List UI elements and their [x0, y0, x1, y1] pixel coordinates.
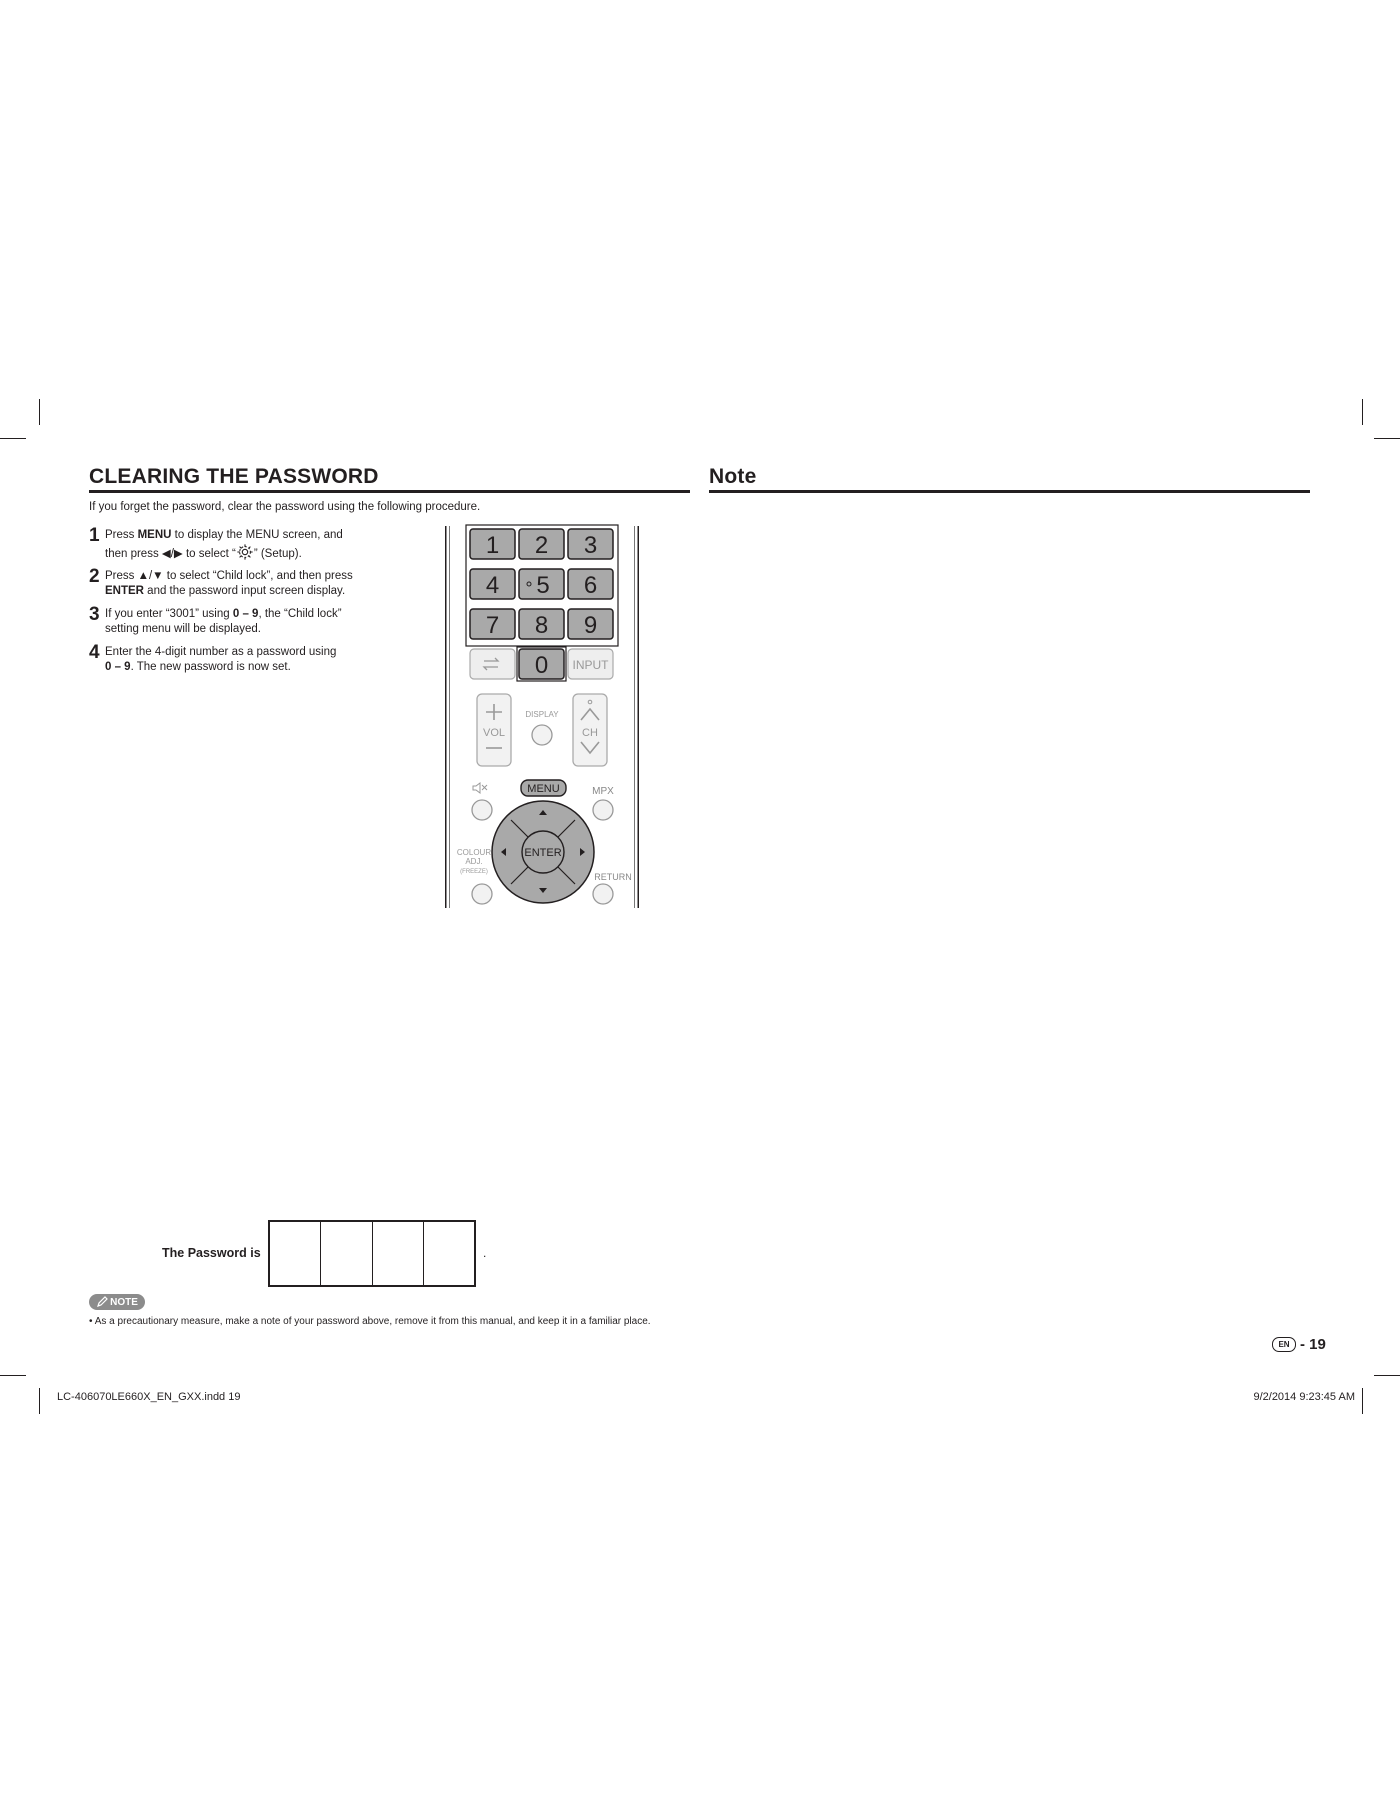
- crop-mark: [39, 399, 40, 425]
- display-button: [532, 725, 552, 745]
- colour-adj-label: COLOUR: [456, 848, 492, 857]
- step-number: 1: [89, 525, 100, 546]
- crop-mark: [1362, 399, 1363, 425]
- password-digit-box: [270, 1222, 321, 1285]
- password-digit-box: [321, 1222, 372, 1285]
- digit-key: [568, 609, 613, 639]
- page-number: [1272, 1336, 1326, 1353]
- direction-pad: [492, 801, 594, 903]
- input-key-label: INPUT: [572, 658, 609, 672]
- step-number: 4: [89, 642, 100, 663]
- digit-key-zero: [519, 649, 564, 679]
- digit-key: [568, 569, 613, 599]
- digit-key-label: 5: [536, 572, 550, 599]
- digit-key-label: 1: [485, 532, 500, 559]
- menu-label: MENU: [527, 783, 560, 795]
- password-digit-box: [373, 1222, 424, 1285]
- vol-label: VOL: [482, 727, 506, 739]
- digit-key-label: 7: [485, 612, 500, 639]
- section-rule: [709, 490, 1310, 493]
- digit-key-label: 6: [583, 572, 598, 599]
- digit-key-label: 4: [485, 572, 500, 599]
- colour-adj-label: (FREEZE): [460, 869, 488, 875]
- step-number: 3: [89, 604, 100, 625]
- digit-key-label: 9: [583, 612, 598, 639]
- channel-rocker: [573, 694, 607, 766]
- input-key: [568, 649, 613, 679]
- step-number: 2: [89, 566, 100, 587]
- mpx-button: [593, 800, 613, 820]
- crop-mark: [1374, 1375, 1400, 1376]
- crop-mark: [1362, 1388, 1363, 1414]
- colour-adj-button: [472, 884, 492, 904]
- display-label: DISPLAY: [525, 710, 559, 719]
- section-title-clearing-password: CLEARING THE PASSWORD: [89, 465, 379, 488]
- section-rule: [89, 490, 690, 493]
- crop-mark: [0, 438, 26, 439]
- flashback-key: [470, 649, 515, 679]
- digit-key-label: 8: [534, 612, 549, 639]
- colour-adj-label: ADJ.: [465, 857, 483, 866]
- pencil-icon: [96, 1296, 108, 1308]
- ch-label: CH: [582, 727, 598, 739]
- digit-key: [470, 569, 515, 599]
- password-label: The Password is: [162, 1246, 261, 1260]
- password-digit-box: [424, 1222, 474, 1285]
- password-grid: [268, 1220, 476, 1287]
- digit-key-label: 3: [583, 532, 598, 559]
- crop-mark: [39, 1388, 40, 1414]
- digit-key-label: 0: [534, 652, 549, 679]
- note-badge-label: NOTE: [110, 1296, 138, 1308]
- digit-key: [568, 529, 613, 559]
- enter-label: ENTER: [524, 847, 562, 859]
- language-badge: EN: [1272, 1337, 1296, 1352]
- note-badge: [89, 1294, 145, 1310]
- gear-icon: [236, 543, 254, 561]
- mpx-label: MPX: [592, 786, 614, 797]
- mute-button: [472, 800, 492, 820]
- digit-key: [519, 569, 564, 599]
- intro-text: If you forget the password, clear the password using the following procedure.: [89, 501, 481, 513]
- note-text: • As a precautionary measure, make a note of your password above, remove it from this manual, and keep it in a familiar place.: [89, 1316, 651, 1327]
- return-button: [593, 884, 613, 904]
- footer-timestamp: 9/2/2014 9:23:45 AM: [1253, 1391, 1355, 1403]
- volume-rocker: [477, 694, 511, 766]
- digit-key: [470, 609, 515, 639]
- crop-mark: [1374, 438, 1400, 439]
- digit-key: [519, 529, 564, 559]
- remote-control-illustration: [440, 522, 645, 912]
- digit-key: [519, 609, 564, 639]
- page-number-text: - 19: [1300, 1336, 1326, 1353]
- section-title-note: Note: [709, 465, 757, 488]
- mute-icon: [473, 783, 487, 793]
- password-period: .: [483, 1246, 487, 1260]
- digit-key: [470, 529, 515, 559]
- footer-file-name: LC-406070LE660X_EN_GXX.indd 19: [57, 1391, 241, 1403]
- digit-key-label: 2: [534, 532, 549, 559]
- crop-mark: [0, 1375, 26, 1376]
- return-label: RETURN: [594, 872, 632, 882]
